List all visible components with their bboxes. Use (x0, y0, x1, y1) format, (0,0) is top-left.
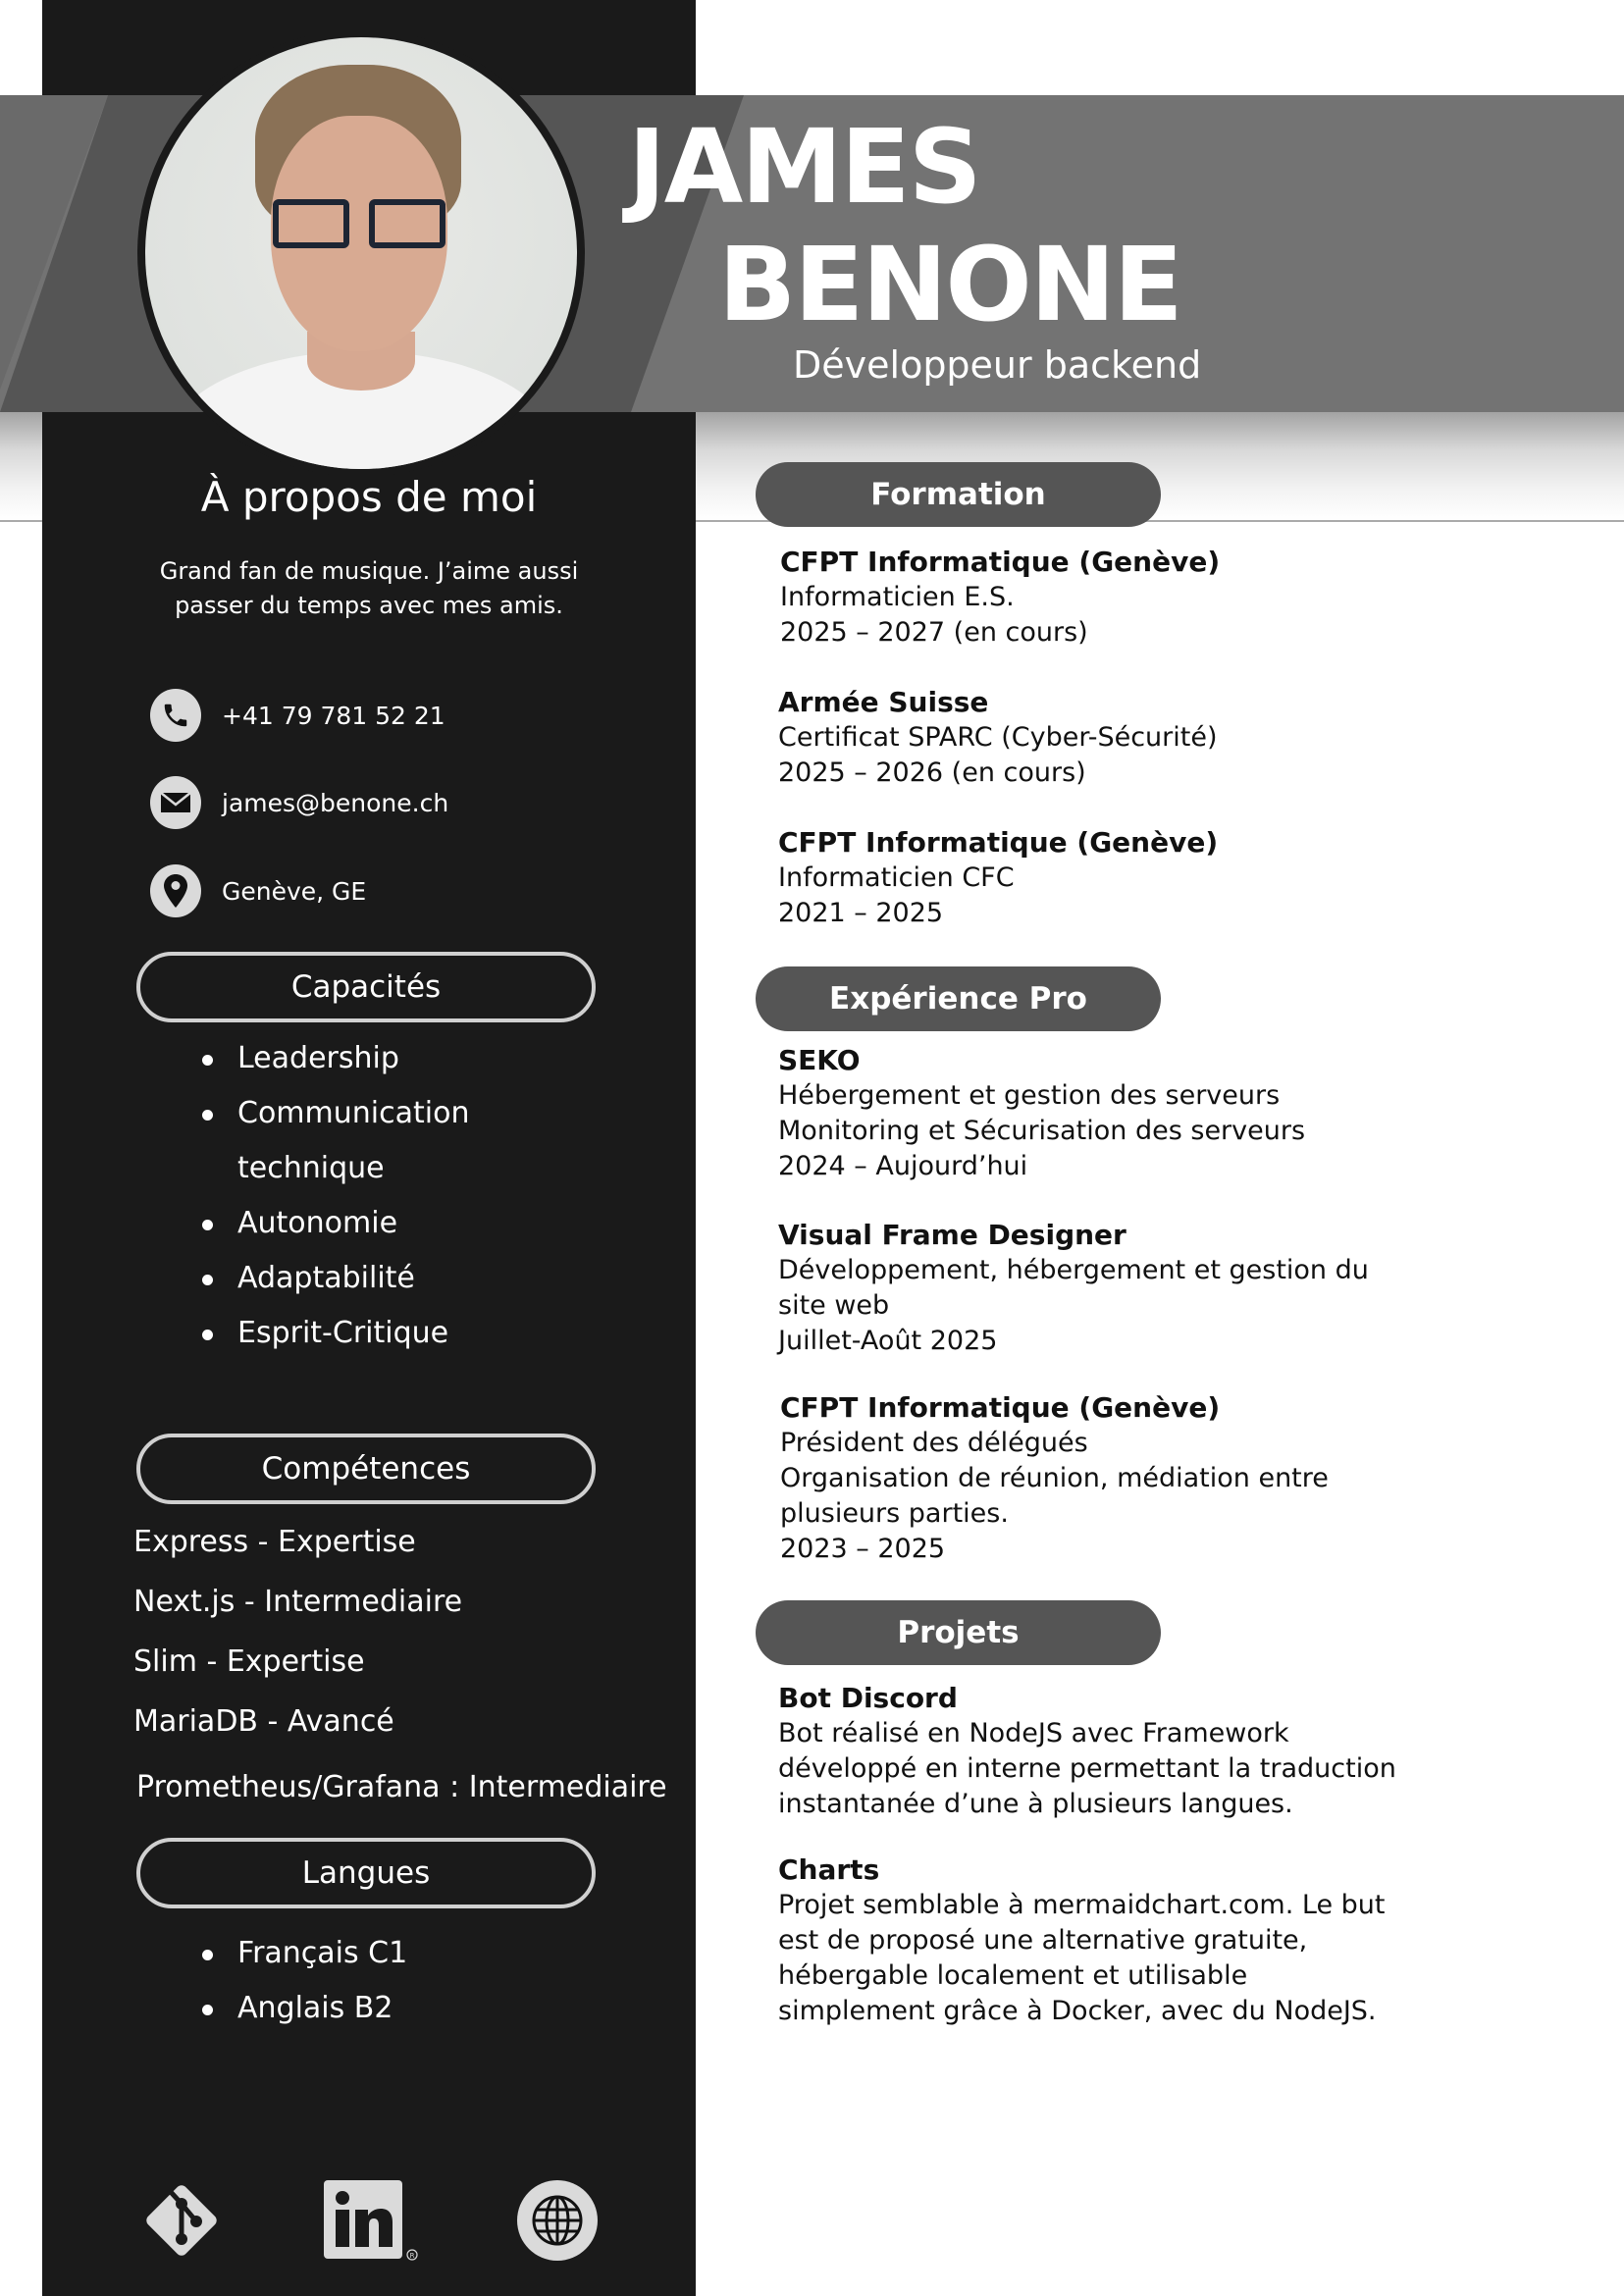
website-link[interactable] (517, 2180, 598, 2261)
project-entry: Bot Discord Bot réalisé en NodeJS avec Framework développé en interne permettant la traduction instantanée d’une à plusieurs langues. (778, 1682, 1396, 1819)
section-capacites: Capacités (136, 952, 596, 1022)
list-item: Autonomie (196, 1196, 469, 1251)
first-name: JAMES (628, 107, 980, 227)
competences-list (133, 1512, 667, 1817)
phone-icon (150, 689, 201, 742)
list-item: Anglais B2 (196, 1981, 407, 2036)
contact-phone[interactable] (150, 689, 445, 742)
list-item: Communication technique (196, 1086, 469, 1196)
banner-shadow-left (0, 412, 42, 520)
section-experience: Expérience Pro (756, 966, 1161, 1031)
contact-email[interactable] (150, 776, 448, 829)
list-item: Express - Expertise (133, 1525, 416, 1559)
formation-entry: Armée Suisse Certificat SPARC (Cyber-Sécurité) 2025 – 2026 (en cours) (778, 686, 1218, 788)
about-line-1: Grand fan de musique. J’aime aussi (159, 557, 579, 585)
list-item: MariaDB - Avancé (133, 1704, 394, 1739)
phone-number: +41 79 781 52 21 (222, 701, 445, 730)
formation-entry: CFPT Informatique (Genève) Informaticien CFC 2021 – 2025 (778, 826, 1219, 928)
list-item: Prometheus/Grafana : Intermediaire (136, 1770, 667, 1804)
section-formation: Formation (756, 462, 1161, 527)
about-line-2: passer du temps avec mes amis. (175, 592, 563, 619)
profile-photo (137, 29, 585, 477)
about-title: À propos de moi (200, 473, 538, 521)
experience-entry: CFPT Informatique (Genève) Président des délégués Organisation de réunion, médiation entre plusieurs parties. 2023 – 2025 (780, 1391, 1329, 1564)
about-text (42, 554, 696, 623)
svg-text:R: R (409, 2252, 415, 2260)
git-icon (141, 2180, 222, 2261)
capacites-list (196, 1031, 469, 1361)
job-title: Développeur backend (793, 343, 1202, 387)
globe-icon (517, 2180, 598, 2261)
linkedin-link[interactable] (324, 2180, 422, 2261)
experience-entry: Visual Frame Designer Développement, hébergement et gestion du site web Juillet-Août 2025 (778, 1219, 1369, 1356)
last-name: BENONE (718, 225, 1181, 344)
contact-location[interactable] (150, 864, 366, 917)
section-projets: Projets (756, 1600, 1161, 1665)
list-item: Slim - Expertise (133, 1644, 365, 1679)
list-item: Esprit-Critique (196, 1306, 469, 1361)
list-item: Adaptabilité (196, 1251, 469, 1306)
divider-line-left (0, 520, 42, 522)
list-item: Leadership (196, 1031, 469, 1086)
list-item: Next.js - Intermediaire (133, 1585, 463, 1619)
list-item: Français C1 (196, 1926, 407, 1981)
git-link[interactable] (141, 2180, 222, 2261)
location: Genève, GE (222, 876, 367, 906)
section-competences: Compétences (136, 1434, 596, 1504)
project-entry: Charts Projet semblable à mermaidchart.com. Le but est de proposé une alternative gratuite, hébergable localement et utilisable simplement grâce à Docker, avec du NodeJS. (778, 1853, 1386, 2026)
experience-entry: SEKO Hébergement et gestion des serveurs Monitoring et Sécurisation des serveurs 2024 – Aujourd’hui (778, 1044, 1306, 1181)
profile-photo-image (145, 37, 577, 469)
section-langues: Langues (136, 1838, 596, 1908)
langues-list (196, 1926, 407, 2036)
linkedin-icon (324, 2180, 422, 2263)
formation-entry: CFPT Informatique (Genève) Informaticien E.S. 2025 – 2027 (en cours) (780, 546, 1221, 648)
mail-icon (150, 776, 201, 829)
email-address: james@benone.ch (222, 788, 449, 817)
location-pin-icon (150, 864, 201, 917)
